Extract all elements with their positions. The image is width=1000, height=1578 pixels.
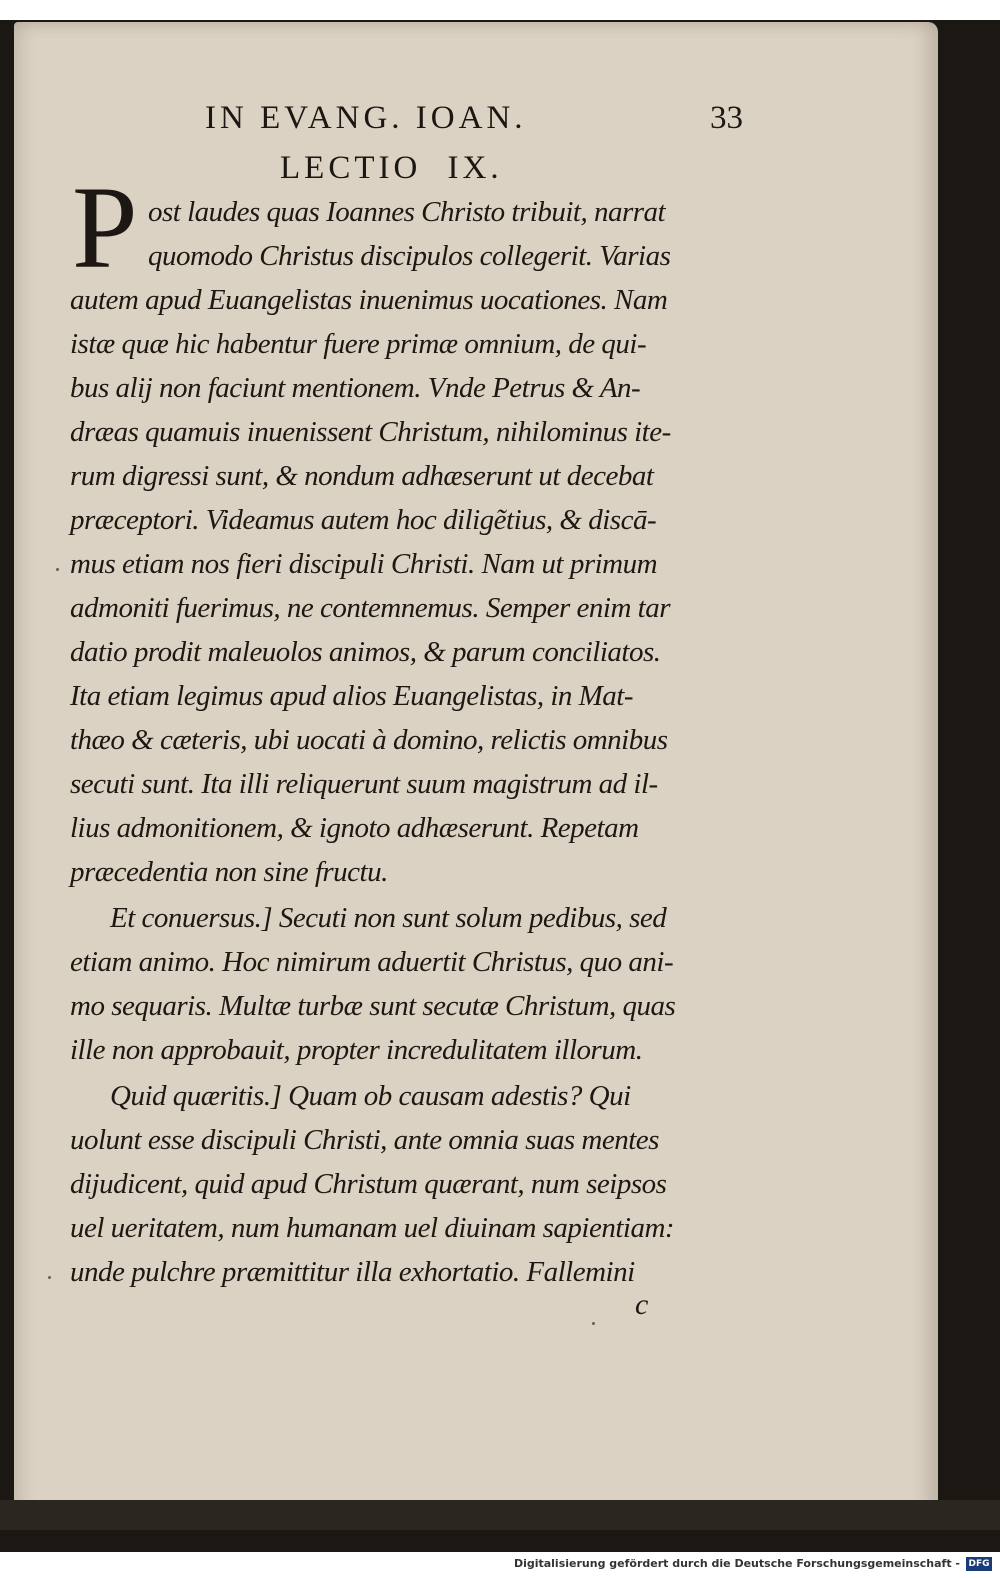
text-line: Et conuersus.] Secuti non sunt solum pedibus, sed bbox=[110, 902, 667, 934]
text-line: mo sequaris. Multæ turbæ sunt secutæ Christum, quas bbox=[70, 990, 676, 1022]
text-line: quomodo Christus discipulos collegerit. Varias bbox=[148, 240, 671, 272]
text-line: thæo & cæteris, ubi uocati à domino, relictis omnibus bbox=[70, 724, 668, 756]
text-line: ille non approbauit, propter incredulitatem illorum. bbox=[70, 1034, 643, 1066]
text-line: præceptori. Videamus autem hoc diligẽtius, & discā- bbox=[70, 504, 657, 536]
text-line: Quid quæritis.] Quam ob causam adestis? Qui bbox=[110, 1080, 631, 1112]
text-line: lius admonitionem, & ignoto adhæserunt. Repetam bbox=[70, 812, 639, 844]
text-line: datio prodit maleuolos animos, & parum conciliatos. bbox=[70, 636, 661, 668]
text-line: admoniti fuerimus, ne contemnemus. Semper enim tar bbox=[70, 592, 671, 624]
signature-mark: c bbox=[635, 1288, 649, 1321]
text-line: uolunt esse discipuli Christi, ante omnia suas mentes bbox=[70, 1124, 659, 1156]
text-line: bus alij non faciunt mentionem. Vnde Petrus & An- bbox=[70, 372, 641, 404]
text-line: dræas quamuis inuenissent Christum, nihilominus ite- bbox=[70, 416, 671, 448]
section-title: LECTIO IX. bbox=[280, 150, 503, 186]
text-line: mus etiam nos fieri discipuli Christi. Nam ut primum bbox=[70, 548, 658, 580]
text-line: dijudicent, quid apud Christum quærant, num seipsos bbox=[70, 1168, 667, 1200]
drop-cap: P bbox=[72, 162, 138, 293]
text-line: uel ueritatem, num humanam uel diuinam sapientiam: bbox=[70, 1212, 675, 1244]
text-line: Ita etiam legimus apud alios Euangelistas, in Mat- bbox=[70, 680, 634, 712]
paper-speck bbox=[48, 1276, 51, 1279]
paper-speck bbox=[56, 568, 59, 571]
paper-speck bbox=[592, 1322, 595, 1325]
page-number: 33 bbox=[710, 100, 743, 136]
text-line: ost laudes quas Ioannes Christo tribuit, narrat bbox=[148, 196, 666, 228]
text-line: istæ quæ hic habentur fuere primæ omnium, de qui- bbox=[70, 328, 647, 360]
text-line: etiam animo. Hoc nimirum aduertit Christus, quo ani- bbox=[70, 946, 674, 978]
dfg-logo: DFG bbox=[966, 1557, 992, 1571]
text-line: præcedentia non sine fructu. bbox=[70, 856, 388, 888]
footer-bar bbox=[0, 1552, 1000, 1578]
running-head: IN EVANG. IOAN. bbox=[205, 100, 527, 136]
text-line: rum digressi sunt, & nondum adhæserunt ut decebat bbox=[70, 460, 654, 492]
text-line: secuti sunt. Ita illi reliquerunt suum magistrum ad il- bbox=[70, 768, 658, 800]
text-line: autem apud Euangelistas inuenimus uocationes. Nam bbox=[70, 284, 668, 316]
text-line: unde pulchre præmittitur illa exhortatio. Fallemini bbox=[70, 1256, 635, 1288]
page-bottom-edge bbox=[0, 1500, 1000, 1530]
footer-credit: Digitalisierung gefördert durch die Deutsche Forschungsgemeinschaft - bbox=[513, 1557, 960, 1570]
